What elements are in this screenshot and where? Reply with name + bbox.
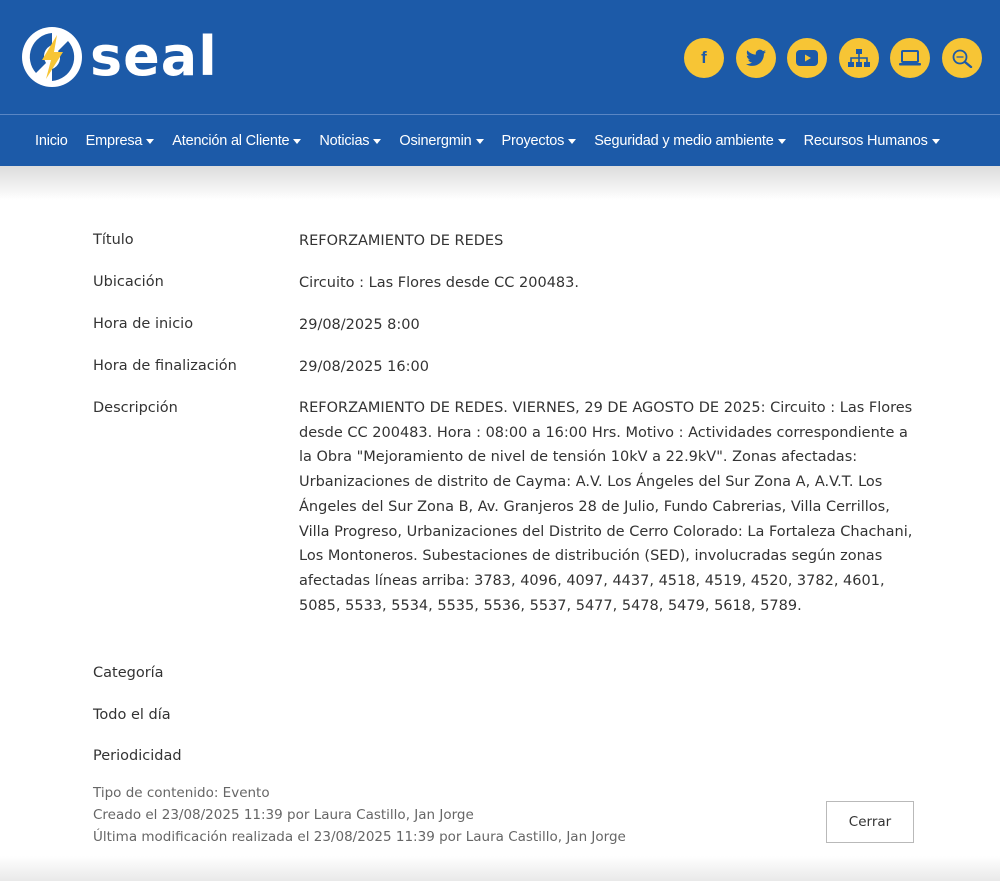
youtube-icon[interactable] xyxy=(787,38,827,78)
nav-label: Atención al Cliente xyxy=(172,132,290,149)
footer-shadow xyxy=(0,856,1000,881)
field-todo-el-dia xyxy=(93,707,919,723)
field-value: 29/08/2025 8:00 xyxy=(299,317,420,333)
modified-info: Última modificación realizada el 23/08/2025 11:39 por Laura Castillo, Jan Jorge xyxy=(93,829,626,845)
content-type: Tipo de contenido: Evento xyxy=(93,785,270,801)
caret-down-icon xyxy=(293,139,301,144)
field-categoria xyxy=(93,665,919,681)
caret-down-icon xyxy=(568,139,576,144)
site-logo[interactable] xyxy=(22,27,218,87)
field-value xyxy=(299,665,919,681)
header-shadow xyxy=(0,166,1000,200)
field-periodicidad xyxy=(93,748,919,764)
caret-down-icon xyxy=(932,139,940,144)
field-label: Categoría xyxy=(93,665,164,681)
nav-label: Seguridad y medio ambiente xyxy=(594,132,774,149)
field-value: REFORZAMIENTO DE REDES. VIERNES, 29 DE AGOSTO DE 2025: Circuito : Las Flores desde CC 200483. Hora : 08:00 a 16:00 Hrs. Motivo : Actividades correspondiente a la Obra "Mejoramiento de nivel de tensión 10kV a 22.9kV". Zonas afectadas: Urbanizaciones de distrito de Cayma: A.V. Los Ángeles del Sur Zona A, A.V.T. Los Ángeles del Sur Zona B, Av. Granjeros 28 de Julio, Fundo Cabrerias, Villa Cerrillos, Villa Progreso, Urbanizaciones del Distrito de Cerro Colorado: La Fortaleza Chachani, Los Montoneros. Subestaciones de distribución (SED), involucradas según zonas afectadas líneas arriba: 3783, 4096, 4097, 4437, 4518, 4519, 4520, 3782, 4601, 5085, 5533, 5534, 5535, 5536, 5537, 5477, 5478, 5479, 5618, 5789. xyxy=(299,400,913,614)
field-label: Hora de finalización xyxy=(93,358,237,374)
facebook-glyph: f xyxy=(701,48,707,67)
nav-item-empresa[interactable] xyxy=(77,133,164,149)
field-value xyxy=(299,707,919,723)
field-value: 29/08/2025 16:00 xyxy=(299,359,429,375)
caret-down-icon xyxy=(476,139,484,144)
youtube-play-icon xyxy=(796,50,818,66)
nav-item-osinergmin[interactable] xyxy=(390,133,492,149)
field-titulo xyxy=(93,232,919,250)
field-label: Ubicación xyxy=(93,274,164,290)
laptop-screen-icon xyxy=(899,50,921,66)
main-nav xyxy=(26,115,949,166)
field-label: Hora de inicio xyxy=(93,316,194,332)
nav-item-recursos-humanos[interactable] xyxy=(795,133,949,149)
field-hora-fin xyxy=(93,358,919,376)
nav-item-seguridad[interactable] xyxy=(585,133,794,149)
sitemap-tree-icon xyxy=(848,49,870,67)
nav-item-noticias[interactable] xyxy=(310,133,390,149)
brand-name: seal xyxy=(90,25,218,88)
nav-label: Noticias xyxy=(319,132,370,149)
site-header xyxy=(0,0,1000,166)
field-label: Periodicidad xyxy=(93,748,182,764)
item-metadata xyxy=(93,782,626,848)
field-value xyxy=(299,748,919,764)
close-button[interactable]: Cerrar xyxy=(826,801,914,843)
field-ubicacion xyxy=(93,274,919,292)
laptop-icon[interactable] xyxy=(890,38,930,78)
magnifier-icon xyxy=(951,48,973,68)
field-descripcion xyxy=(93,396,919,618)
twitter-icon[interactable] xyxy=(736,38,776,78)
search-doc-icon[interactable] xyxy=(942,38,982,78)
field-value: REFORZAMIENTO DE REDES xyxy=(299,233,504,249)
twitter-bird-icon xyxy=(746,49,766,67)
caret-down-icon xyxy=(778,139,786,144)
nav-label: Inicio xyxy=(35,132,68,149)
caret-down-icon xyxy=(146,139,154,144)
field-hora-inicio xyxy=(93,316,919,334)
social-links xyxy=(684,38,993,78)
nav-label: Proyectos xyxy=(501,132,565,149)
created-info: Creado el 23/08/2025 11:39 por Laura Castillo, Jan Jorge xyxy=(93,807,474,823)
field-label: Descripción xyxy=(93,400,178,416)
lightning-bolt-icon xyxy=(22,27,82,87)
field-value: Circuito : Las Flores desde CC 200483. xyxy=(299,275,579,291)
sitemap-icon[interactable] xyxy=(839,38,879,78)
nav-item-inicio[interactable] xyxy=(26,133,77,149)
nav-label: Recursos Humanos xyxy=(803,132,928,149)
nav-label: Empresa xyxy=(85,132,143,149)
facebook-icon[interactable] xyxy=(684,38,724,78)
caret-down-icon xyxy=(373,139,381,144)
nav-item-atencion-cliente[interactable] xyxy=(163,133,310,149)
field-label: Título xyxy=(93,232,134,248)
nav-item-proyectos[interactable] xyxy=(493,133,586,149)
field-label: Todo el día xyxy=(93,707,171,723)
nav-label: Osinergmin xyxy=(399,132,472,149)
